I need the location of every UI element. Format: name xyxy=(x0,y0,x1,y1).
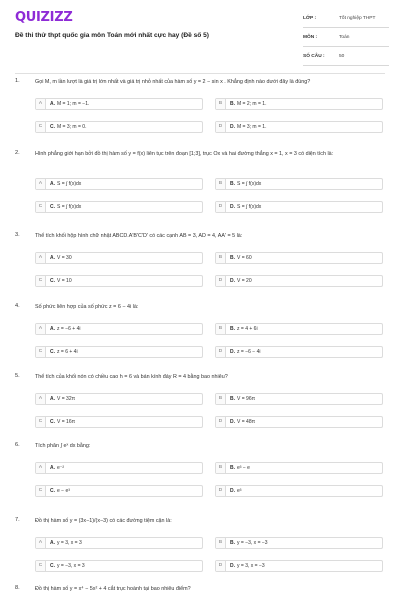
option-letter-box: C xyxy=(36,122,46,132)
answer-option-b[interactable] xyxy=(215,178,383,190)
answer-option-b[interactable] xyxy=(215,252,383,264)
option-label: A. xyxy=(50,326,55,332)
option-label: B. xyxy=(230,181,235,187)
option-letter-box: C xyxy=(36,486,46,496)
meta-value: Toán xyxy=(339,35,350,40)
meta-value: 50 xyxy=(339,54,345,59)
question-text: Đồ thị hàm số y = (3x−1)/(x−3) có các đường tiệm cận là: xyxy=(35,518,172,524)
answer-option-a[interactable] xyxy=(35,537,203,549)
option-text: z = 4 + 6i xyxy=(237,326,258,332)
option-text: e³ − e xyxy=(237,465,250,471)
option-content xyxy=(230,349,261,355)
option-content xyxy=(230,488,241,494)
answer-option-d[interactable] xyxy=(215,346,383,358)
option-text: y = −3, x = 3 xyxy=(57,563,85,569)
option-label: A. xyxy=(50,540,55,546)
option-letter-box: C xyxy=(36,417,46,427)
option-letter-box: B xyxy=(216,99,226,109)
option-label: B. xyxy=(230,255,235,261)
option-label: B. xyxy=(230,326,235,332)
option-content xyxy=(50,396,75,402)
answer-option-d[interactable] xyxy=(215,201,383,213)
option-letter-box: B xyxy=(216,324,226,334)
meta-info xyxy=(303,13,389,70)
option-content xyxy=(50,488,70,494)
option-label: A. xyxy=(50,396,55,402)
option-content xyxy=(50,540,82,546)
option-label: C. xyxy=(50,124,55,130)
option-text: V = 20 xyxy=(237,278,252,284)
option-letter-box: D xyxy=(216,276,226,286)
option-letter-box: D xyxy=(216,202,226,212)
option-content xyxy=(230,396,255,402)
question-number: 8. xyxy=(15,585,20,591)
option-label: D. xyxy=(230,278,235,284)
option-letter-box: A xyxy=(36,538,46,548)
option-label: C. xyxy=(50,563,55,569)
option-content xyxy=(50,101,89,107)
option-letter-box: A xyxy=(36,394,46,404)
answer-option-b[interactable] xyxy=(215,462,383,474)
option-text: S = ∫ f(x)dx xyxy=(237,204,262,210)
question-text: Hình phẳng giới hạn bởi đồ thị hàm số y = f(x) liên tục trên đoạn [1;3], trục Ox và hai đường thẳng x = 1, x = 3 có diện tích là: xyxy=(35,151,334,157)
option-text: M = 1; m = −1. xyxy=(57,101,90,107)
option-letter-box: D xyxy=(216,417,226,427)
option-content xyxy=(230,563,265,569)
option-content xyxy=(50,349,78,355)
question-number: 6. xyxy=(15,442,20,448)
option-letter-box: A xyxy=(36,324,46,334)
question-number: 4. xyxy=(15,303,20,309)
option-text: M = 3; m = 0. xyxy=(57,124,87,130)
option-text: e³ xyxy=(237,488,242,494)
answer-option-d[interactable] xyxy=(215,121,383,133)
question-number: 7. xyxy=(15,517,20,523)
option-content xyxy=(230,465,250,471)
option-content xyxy=(50,278,72,284)
option-content xyxy=(50,563,85,569)
question-text: Đồ thị hàm số y = x⁴ − 5x² + 4 cắt trục hoành tại bao nhiêu điểm? xyxy=(35,586,191,592)
option-letter-box: D xyxy=(216,347,226,357)
option-label: A. xyxy=(50,101,55,107)
option-label: C. xyxy=(50,204,55,210)
option-letter-box: B xyxy=(216,463,226,473)
answer-option-c[interactable] xyxy=(35,346,203,358)
option-content xyxy=(230,255,252,261)
answer-option-b[interactable] xyxy=(215,98,383,110)
answer-option-b[interactable] xyxy=(215,537,383,549)
option-content xyxy=(50,204,81,210)
answer-option-a[interactable] xyxy=(35,178,203,190)
answer-option-d[interactable] xyxy=(215,560,383,572)
answer-option-c[interactable] xyxy=(35,121,203,133)
option-content xyxy=(230,124,266,130)
option-text: y = −3, x = −3 xyxy=(237,540,268,546)
option-text: M = 2; m = 1. xyxy=(237,101,267,107)
option-label: D. xyxy=(230,204,235,210)
option-text: z = 6 + 4i xyxy=(57,349,78,355)
question-number: 3. xyxy=(15,232,20,238)
option-letter-box: D xyxy=(216,486,226,496)
document-title: Đề thi thử thpt quốc gia môn Toán mới nhất cực hay (Đề số 5) xyxy=(15,32,209,39)
meta-label: SỐ CÂU : xyxy=(303,54,325,59)
option-letter-box: D xyxy=(216,122,226,132)
question-text: Thể tích của khối nón có chiều cao h = 6 và bán kính đáy R = 4 bằng bao nhiêu? xyxy=(35,374,228,380)
option-label: D. xyxy=(230,563,235,569)
answer-option-c[interactable] xyxy=(35,485,203,497)
header-divider xyxy=(15,73,385,74)
option-label: A. xyxy=(50,255,55,261)
option-text: V = 32π xyxy=(57,396,76,402)
meta-label: MÔN : xyxy=(303,35,318,40)
option-letter-box: C xyxy=(36,561,46,571)
option-letter-box: B xyxy=(216,394,226,404)
option-text: z = −6 + 4i xyxy=(57,326,81,332)
option-content xyxy=(230,101,266,107)
option-content xyxy=(50,326,81,332)
option-text: e − e³ xyxy=(57,488,70,494)
option-content xyxy=(50,255,72,261)
answer-option-b[interactable] xyxy=(215,323,383,335)
answer-option-c[interactable] xyxy=(35,560,203,572)
option-content xyxy=(230,326,258,332)
option-text: e⁻² xyxy=(57,465,65,471)
option-letter-box: C xyxy=(36,276,46,286)
meta-row-subject xyxy=(303,32,389,47)
option-label: B. xyxy=(230,101,235,107)
option-text: S = ∫ f(x)dx xyxy=(57,204,82,210)
meta-row-class xyxy=(303,13,389,28)
answer-option-a[interactable] xyxy=(35,323,203,335)
option-letter-box: D xyxy=(216,561,226,571)
question-text: Thể tích khối hộp hình chữ nhật ABCD.A'B'C'D' có các cạnh AB = 3, AD = 4, AA' = 5 là: xyxy=(35,233,243,239)
option-text: y = 3, x = 3 xyxy=(57,540,82,546)
option-label: C. xyxy=(50,349,55,355)
option-text: V = 16π xyxy=(57,419,76,425)
option-text: M = 3; m = 1. xyxy=(237,124,267,130)
answer-option-c[interactable] xyxy=(35,416,203,428)
answer-option-a[interactable] xyxy=(35,98,203,110)
option-label: D. xyxy=(230,124,235,130)
option-text: y = 3, x = −3 xyxy=(237,563,265,569)
meta-value: Tốt nghiệp THPT xyxy=(339,16,376,21)
option-content xyxy=(230,181,261,187)
option-content xyxy=(230,540,268,546)
answer-option-b[interactable] xyxy=(215,393,383,405)
option-content xyxy=(50,124,86,130)
option-text: S = ∫ f(x)dx xyxy=(57,181,82,187)
option-label: A. xyxy=(50,465,55,471)
option-letter-box: A xyxy=(36,253,46,263)
answer-option-a[interactable] xyxy=(35,462,203,474)
option-letter-box: A xyxy=(36,179,46,189)
option-letter-box: C xyxy=(36,202,46,212)
option-letter-box: A xyxy=(36,99,46,109)
question-number: 2. xyxy=(15,150,20,156)
answer-option-d[interactable] xyxy=(215,416,383,428)
option-letter-box: A xyxy=(36,463,46,473)
option-letter-box: C xyxy=(36,347,46,357)
option-label: D. xyxy=(230,419,235,425)
option-label: A. xyxy=(50,181,55,187)
option-letter-box: B xyxy=(216,253,226,263)
option-label: C. xyxy=(50,419,55,425)
option-label: C. xyxy=(50,488,55,494)
option-label: B. xyxy=(230,396,235,402)
answer-option-c[interactable] xyxy=(35,201,203,213)
answer-option-a[interactable] xyxy=(35,252,203,264)
option-letter-box: B xyxy=(216,179,226,189)
answer-option-c[interactable] xyxy=(35,275,203,287)
option-text: V = 60 xyxy=(237,255,252,261)
option-content xyxy=(230,419,255,425)
option-label: C. xyxy=(50,278,55,284)
answer-option-d[interactable] xyxy=(215,275,383,287)
question-number: 1. xyxy=(15,78,20,84)
question-text: Gọi M, m lần lượt là giá trị lớn nhất và giá trị nhỏ nhất của hàm số y = 2 − sin x . Khẳng định nào dưới đây là đúng? xyxy=(35,79,311,85)
option-text: V = 10 xyxy=(57,278,72,284)
option-text: V = 48π xyxy=(237,419,256,425)
option-content xyxy=(50,419,75,425)
option-text: S = ∫ f(x)dx xyxy=(237,181,262,187)
question-text: Tích phân ∫ eˣ dx bằng: xyxy=(35,443,91,449)
option-content xyxy=(230,278,252,284)
meta-label: LỚP : xyxy=(303,16,317,21)
document-header xyxy=(0,0,400,66)
quizizz-logo: QUIZIZZ xyxy=(15,10,73,25)
option-content xyxy=(50,181,81,187)
answer-option-a[interactable] xyxy=(35,393,203,405)
option-text: V = 30 xyxy=(57,255,72,261)
option-label: B. xyxy=(230,465,235,471)
option-text: V = 96π xyxy=(237,396,256,402)
question-number: 5. xyxy=(15,373,20,379)
meta-row-question-count xyxy=(303,51,389,66)
option-label: D. xyxy=(230,349,235,355)
option-letter-box: B xyxy=(216,538,226,548)
question-text: Số phức liên hợp của số phức z = 6 − 4i là: xyxy=(35,304,139,310)
answer-option-d[interactable] xyxy=(215,485,383,497)
option-text: z = −6 − 4i xyxy=(237,349,261,355)
option-label: D. xyxy=(230,488,235,494)
option-content xyxy=(50,465,64,471)
option-label: B. xyxy=(230,540,235,546)
option-content xyxy=(230,204,261,210)
